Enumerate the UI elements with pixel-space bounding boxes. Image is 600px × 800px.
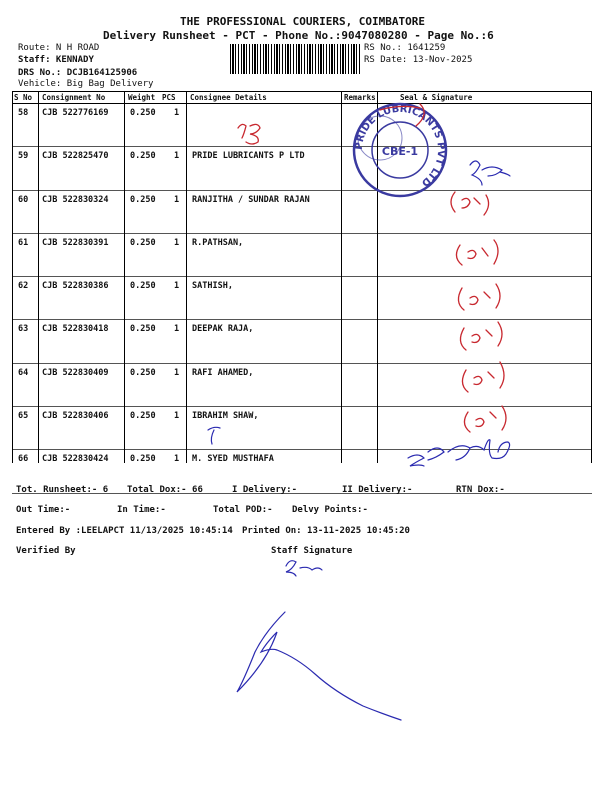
row-consignee: R.PATHSAN, — [192, 237, 244, 248]
row-consignment: CJB 522830424 — [42, 454, 109, 465]
ii-delivery: II Delivery:- — [342, 485, 413, 495]
row-consignee: RAFI AHAMED, — [192, 367, 254, 378]
out-time: Out Time:- — [16, 505, 71, 515]
total-pod: Total POD:- — [213, 505, 273, 515]
row-weight: 0.250 — [130, 454, 156, 465]
row-sno: 60 — [18, 194, 29, 205]
col-weight: Weight — [128, 93, 156, 102]
row-weight: 0.250 — [130, 237, 156, 248]
col-consignment: Consignment No — [42, 93, 106, 102]
row-sno: 64 — [18, 367, 29, 378]
vehicle-label: Vehicle: Big Bag Delivery — [18, 79, 154, 89]
in-time: In Time:- — [117, 505, 166, 515]
row-pcs: 1 — [174, 194, 180, 205]
row-sno: 65 — [18, 411, 29, 422]
col-remarks: Remarks — [344, 93, 376, 102]
row-consignee: SATHISH, — [192, 281, 233, 292]
i-delivery: I Delivery:- — [232, 485, 298, 495]
row-weight: 0.250 — [130, 324, 156, 335]
delvy-points: Delvy Points:- — [292, 505, 368, 515]
row-sno: 62 — [18, 281, 29, 292]
row-sno: 63 — [18, 324, 29, 335]
row-weight: 0.250 — [130, 281, 156, 292]
row-pcs: 1 — [174, 108, 180, 118]
row-consignment: CJB 522830418 — [42, 324, 109, 335]
drs-number: DRS No.: DCJB164125906 — [18, 68, 138, 78]
row-consignee: M. SYED MUSTHAFA — [192, 454, 274, 465]
rs-number: RS No.: 1641259 — [364, 43, 446, 53]
verified-by: Verified By — [16, 546, 76, 556]
row-consignment: CJB 522830324 — [42, 194, 109, 205]
row-sno: 58 — [18, 108, 29, 118]
row-pcs: 1 — [174, 151, 180, 162]
col-pcs: PCS — [162, 93, 176, 102]
row-pcs: 1 — [174, 324, 180, 335]
total-dox: Total Dox:- 66 — [127, 485, 203, 495]
stamp-center: CBE-1 — [381, 145, 419, 158]
col-consignee: Consignee Details — [190, 93, 267, 102]
row-consignment: CJB 522830391 — [42, 237, 109, 248]
rtn-dox: RTN Dox:- — [456, 485, 505, 495]
row-weight: 0.250 — [130, 194, 156, 205]
col-sno: S No — [14, 93, 33, 102]
row-weight: 0.250 — [130, 151, 156, 162]
company-title: THE PROFESSIONAL COURIERS, COIMBATORE — [180, 15, 426, 28]
tot-runsheet: Tot. Runsheet:- 6 — [16, 485, 109, 495]
staff-label: Staff: KENNADY — [18, 55, 94, 65]
stamp-text: PRIDE LUBRICANTS PVT LTD — [353, 103, 447, 189]
row-consignment: CJB 522830409 — [42, 367, 109, 378]
row-weight: 0.250 — [130, 367, 156, 378]
row-pcs: 1 — [174, 237, 180, 248]
printed-on: Printed On: 13-11-2025 10:45:20 — [242, 526, 410, 536]
rs-date: RS Date: 13-Nov-2025 — [364, 55, 473, 65]
staff-signature-label: Staff Signature — [271, 546, 353, 556]
row-pcs: 1 — [174, 367, 180, 378]
runsheet-subtitle: Delivery Runsheet - PCT - Phone No.:9047080280 - Page No.:6 — [103, 29, 494, 42]
row-consignment: CJB 522830386 — [42, 281, 109, 292]
row-sno: 61 — [18, 237, 29, 248]
row-consignee: DEEPAK RAJA, — [192, 324, 254, 335]
entered-by: Entered By :LEELAPCT 11/13/2025 10:45:14 — [16, 526, 233, 536]
row-weight: 0.250 — [130, 411, 156, 422]
row-pcs: 1 — [174, 281, 180, 292]
row-sno: 66 — [18, 454, 29, 465]
row-consignee: RANJITHA / SUNDAR RAJAN — [192, 194, 310, 205]
row-consignee: IBRAHIM SHAW, — [192, 411, 259, 422]
row-consignment: CJB 522830406 — [42, 411, 109, 422]
row-weight: 0.250 — [130, 108, 156, 118]
row-consignment: CJB 522776169 — [42, 108, 109, 118]
route-label: Route: N H ROAD — [18, 43, 100, 53]
row-sno: 59 — [18, 151, 29, 162]
col-seal-signature: Seal & Signature — [400, 93, 473, 102]
row-pcs: 1 — [174, 454, 180, 465]
row-consignment: CJB 522825470 — [42, 151, 109, 162]
row-consignee: PRIDE LUBRICANTS P LTD — [192, 151, 305, 162]
row-pcs: 1 — [174, 411, 180, 422]
